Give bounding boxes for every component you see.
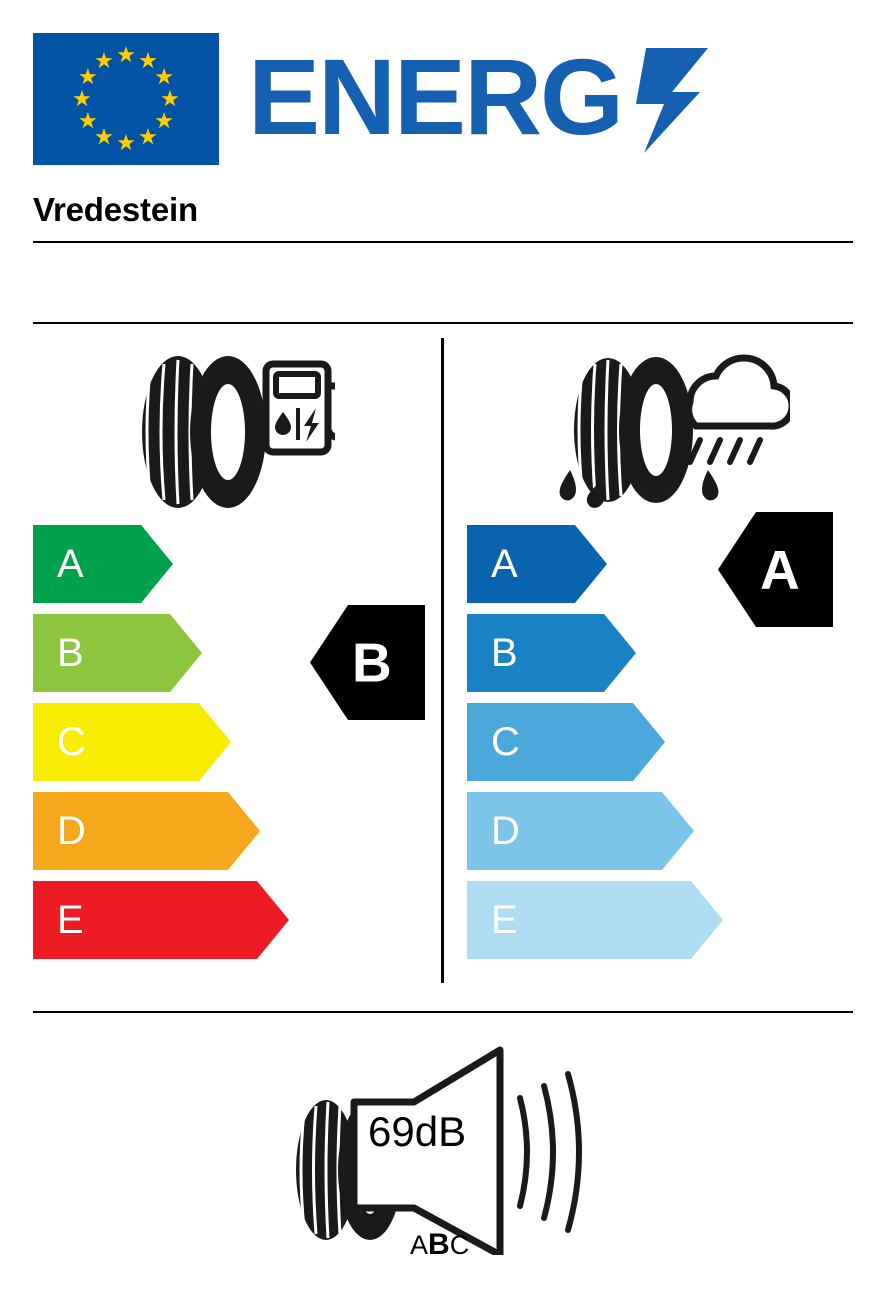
energ-wordmark-text: ENERG xyxy=(248,48,623,153)
tyre-rain-cloud-icon xyxy=(540,352,790,517)
wet-grade-letter-e: E xyxy=(491,898,518,942)
fuel-grade-letter-a: A xyxy=(57,542,84,586)
divider-brand xyxy=(33,241,853,243)
wet-grade-letter-c: C xyxy=(491,720,520,764)
wet-grip-result xyxy=(718,512,833,627)
fuel-efficiency-result xyxy=(310,605,425,720)
noise-db-value: 69dB xyxy=(368,1108,467,1155)
divider-vertical xyxy=(441,338,444,983)
wet-grade-letter-b: B xyxy=(491,631,518,675)
fuel-grade-letter-e: E xyxy=(57,898,84,942)
lightning-bolt-icon xyxy=(636,48,708,153)
wet-grade-letter-a: A xyxy=(491,542,518,586)
tyre-fuel-pump-icon xyxy=(120,352,335,512)
fuel-result-letter: B xyxy=(352,631,392,693)
divider-noise xyxy=(33,1011,853,1013)
fuel-grade-arrow-a xyxy=(33,525,173,603)
energ-wordmark xyxy=(248,48,718,153)
brand-name: Vredestein xyxy=(33,191,198,228)
wet-grade-arrow-a xyxy=(467,525,607,603)
divider-top xyxy=(33,322,853,324)
noise-class-b-selected: B xyxy=(428,1228,450,1261)
noise-class-row xyxy=(410,1228,469,1262)
wet-result-letter: A xyxy=(760,538,800,600)
noise-class-c: C xyxy=(449,1230,470,1260)
fuel-grade-letter-c: C xyxy=(57,720,86,764)
fuel-grade-letter-d: D xyxy=(57,809,86,853)
wet-grade-letter-d: D xyxy=(491,809,520,853)
fuel-grade-letter-b: B xyxy=(57,631,84,675)
eu-flag xyxy=(33,33,219,165)
noise-class-a: A xyxy=(410,1230,429,1260)
